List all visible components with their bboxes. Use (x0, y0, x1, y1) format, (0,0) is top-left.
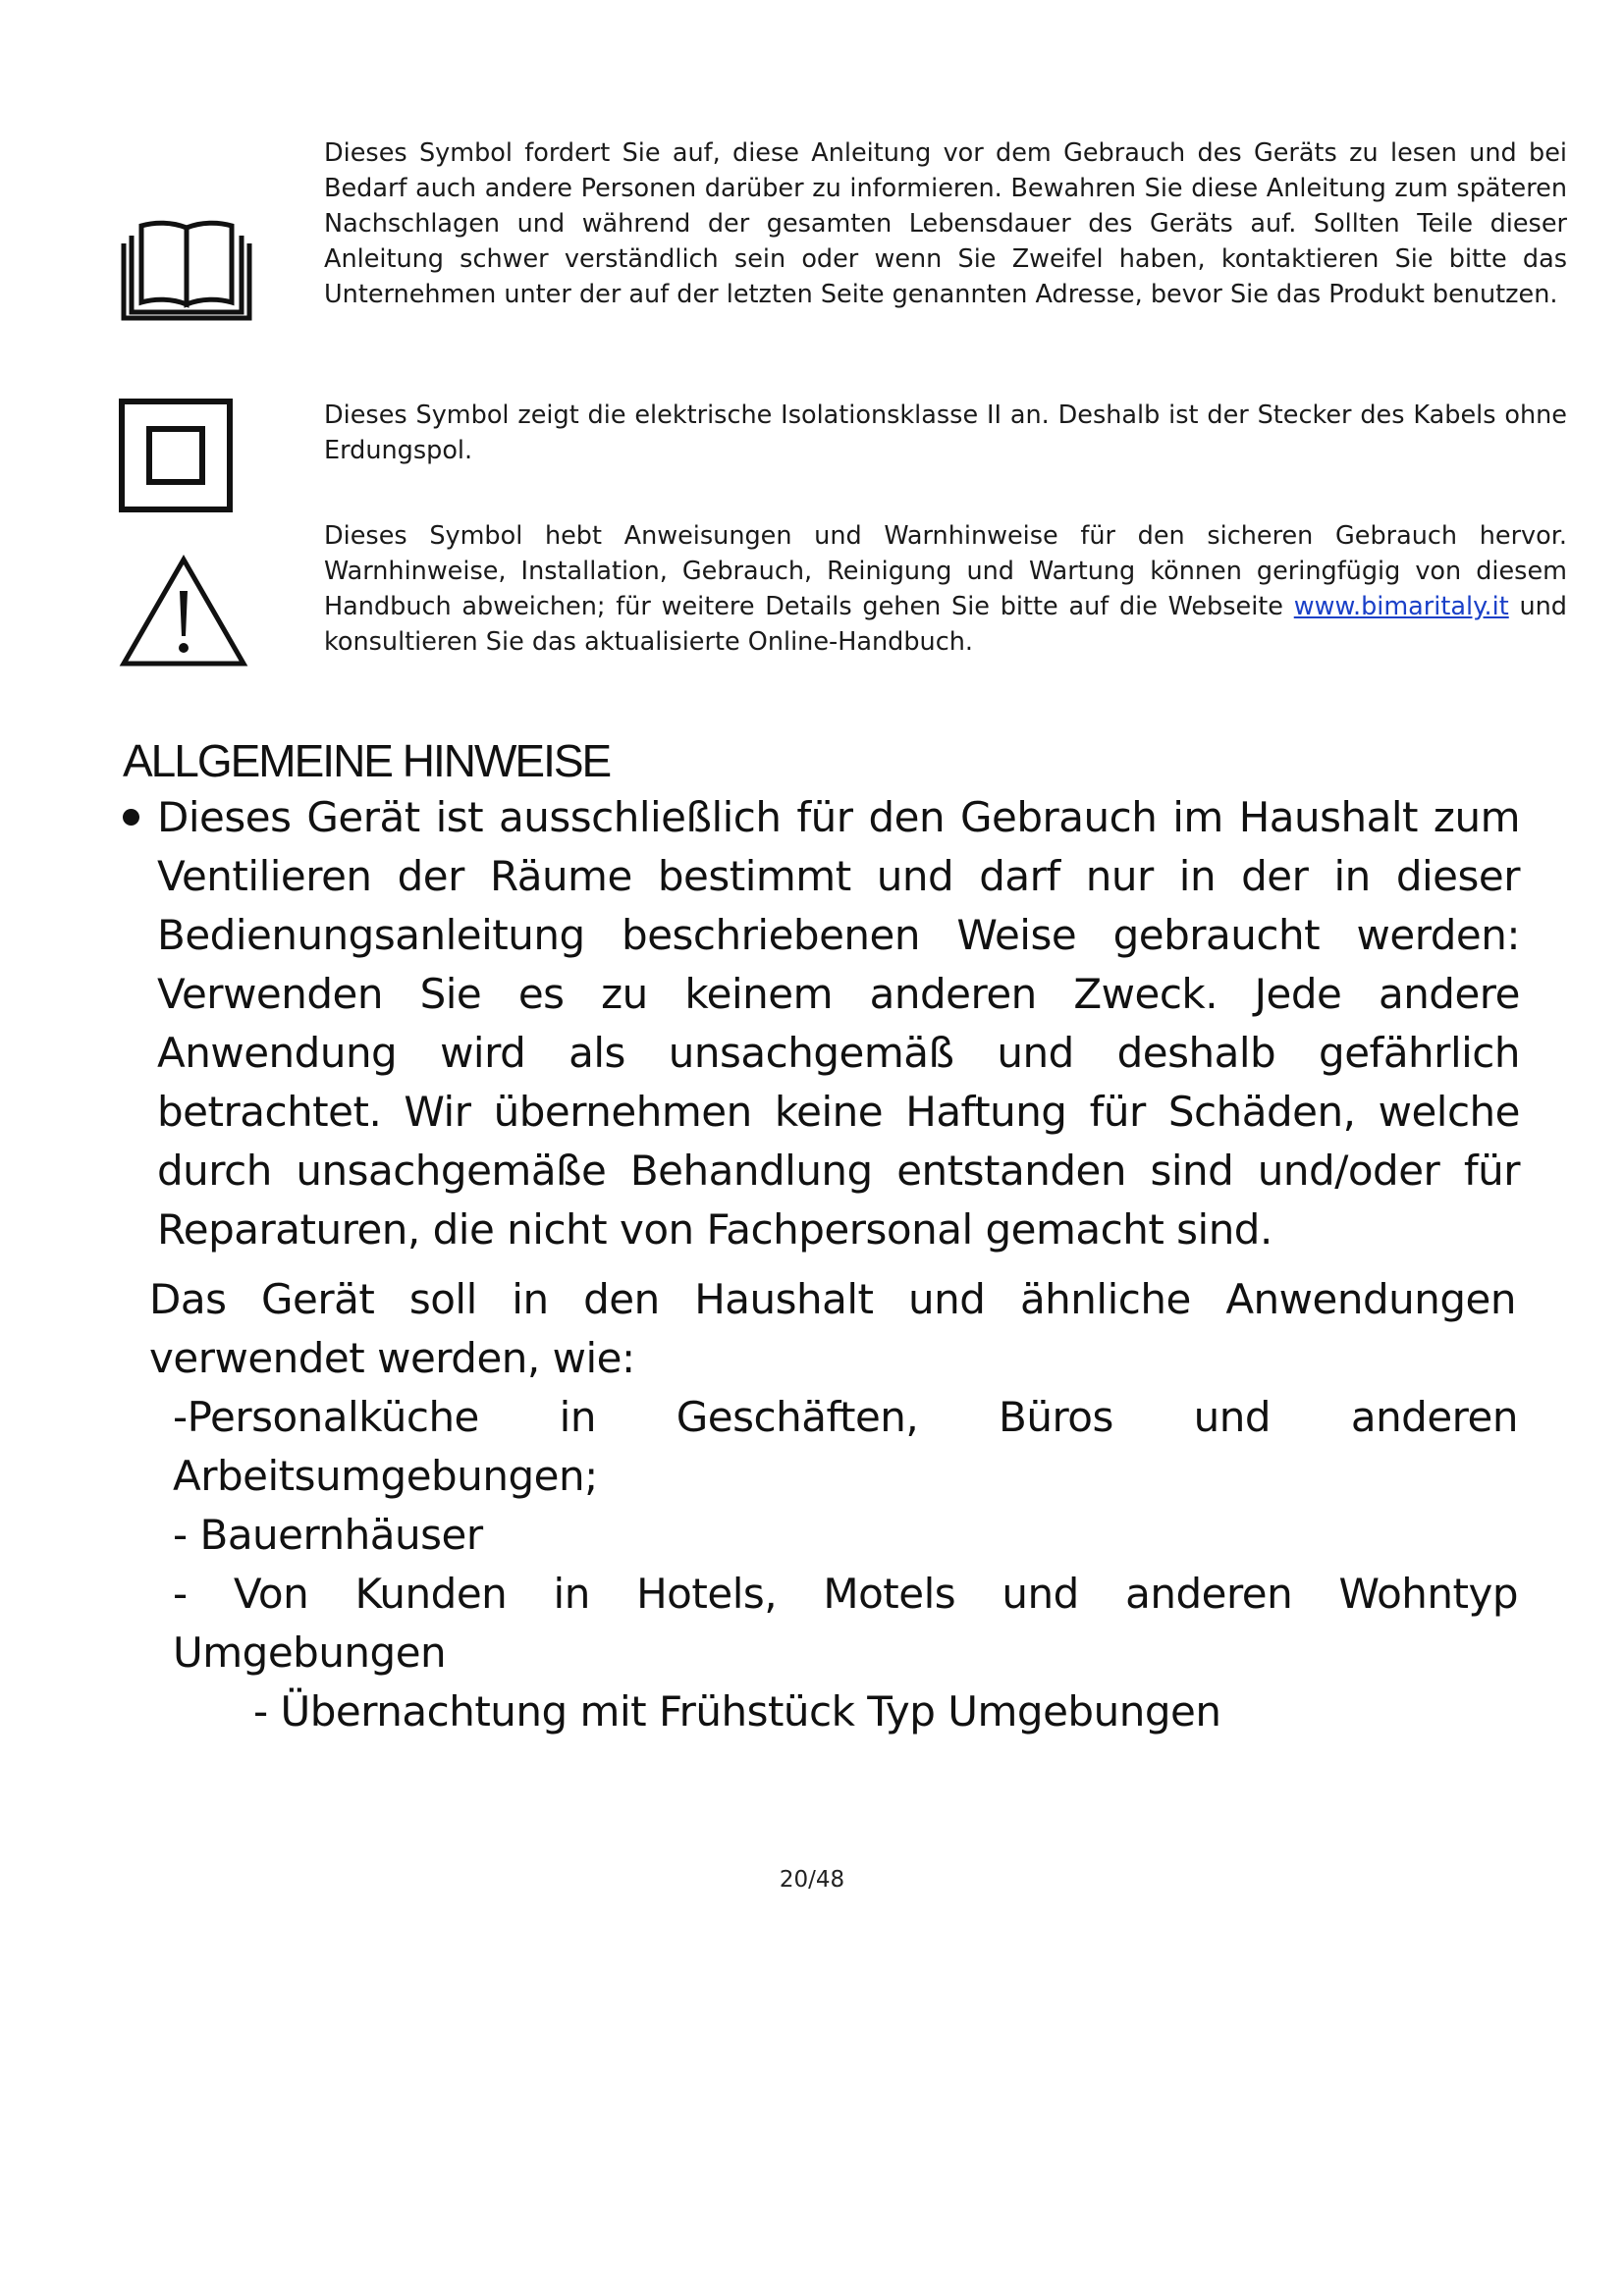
usage-paragraph: Das Gerät soll in den Haushalt und ähnliche Anwendungen verwendet werden, wie: (149, 1275, 1516, 1382)
warning-triangle-icon (118, 554, 249, 669)
warning-text-after-link: und konsultieren Sie das aktualisierte Online-Handbuch. (324, 592, 1567, 657)
manual-book-icon (118, 216, 255, 322)
list-item: - Bauernhäuser (173, 1511, 483, 1559)
section-heading: ALLGEMEINE HINWEISE (123, 735, 611, 786)
symbol-class-ii-text: Dieses Symbol zeigt die elektrische Isolationsklasse II an. Deshalb ist der Stecker des Kabels ohne Erdungspol. (324, 400, 1567, 465)
list-item: -Personalküche in Geschäften, Büros und anderen Arbeitsumgebungen; (173, 1393, 1518, 1500)
symbol-row-manual (118, 135, 1567, 361)
warning-text-before-link: Dieses Symbol hebt Anweisungen und Warnhinweise für den sicheren Gebrauch hervor. Warnhinweise, Installation, Gebrauch, Reinigung und Wartung können geringfügig von diesem Handbuch abweichen; für weitere Details gehen Sie bitte auf die Webseite (324, 521, 1567, 621)
page-number: 20/48 (779, 1867, 845, 1893)
symbol-row-warning (118, 518, 1567, 705)
bullet-paragraph: Dieses Gerät ist ausschließlich für den Gebrauch im Haushalt zum Ventilieren der Räume bestimmt und darf nur in der in dieser Bedienungsanleitung beschriebenen Weise gebraucht werden: Verwenden Sie es zu keinem anderen Zweck. Jede andere Anwendung wird als unsachgemäß und deshalb gefährlich betrachtet. Wir übernehmen keine Haftung für Schäden, welche durch unsachgemäße Behandlung entstanden sind und/oder für Reparaturen, die nicht von Fachpersonal gemacht sind. (157, 793, 1520, 1254)
class-ii-insulation-icon (118, 398, 236, 515)
bullet-marker (123, 809, 139, 826)
website-link[interactable]: www.bimaritaly.it (1293, 592, 1509, 621)
symbol-warning-text (324, 518, 1567, 660)
list-item: - Von Kunden in Hotels, Motels und anderen Wohntyp Umgebungen (173, 1570, 1518, 1677)
symbol-manual-text: Dieses Symbol fordert Sie auf, diese Anleitung vor dem Gebrauch des Geräts zu lesen und bei Bedarf auch andere Personen darüber zu informieren. Bewahren Sie diese Anleitung zum späteren Nachschlagen und während der gesamten Lebensdauer des Geräts auf. Sollten Teile dieser Anleitung schwer verständlich sein oder wenn Sie Zweifel haben, kontaktieren Sie bitte das Unternehmen unter der auf der letzten Seite genannten Adresse, bevor Sie das Produkt benutzen. (324, 138, 1567, 309)
list-item: - Übernachtung mit Frühstück Typ Umgebungen (253, 1687, 1221, 1735)
symbol-row-class-ii (118, 398, 1567, 520)
